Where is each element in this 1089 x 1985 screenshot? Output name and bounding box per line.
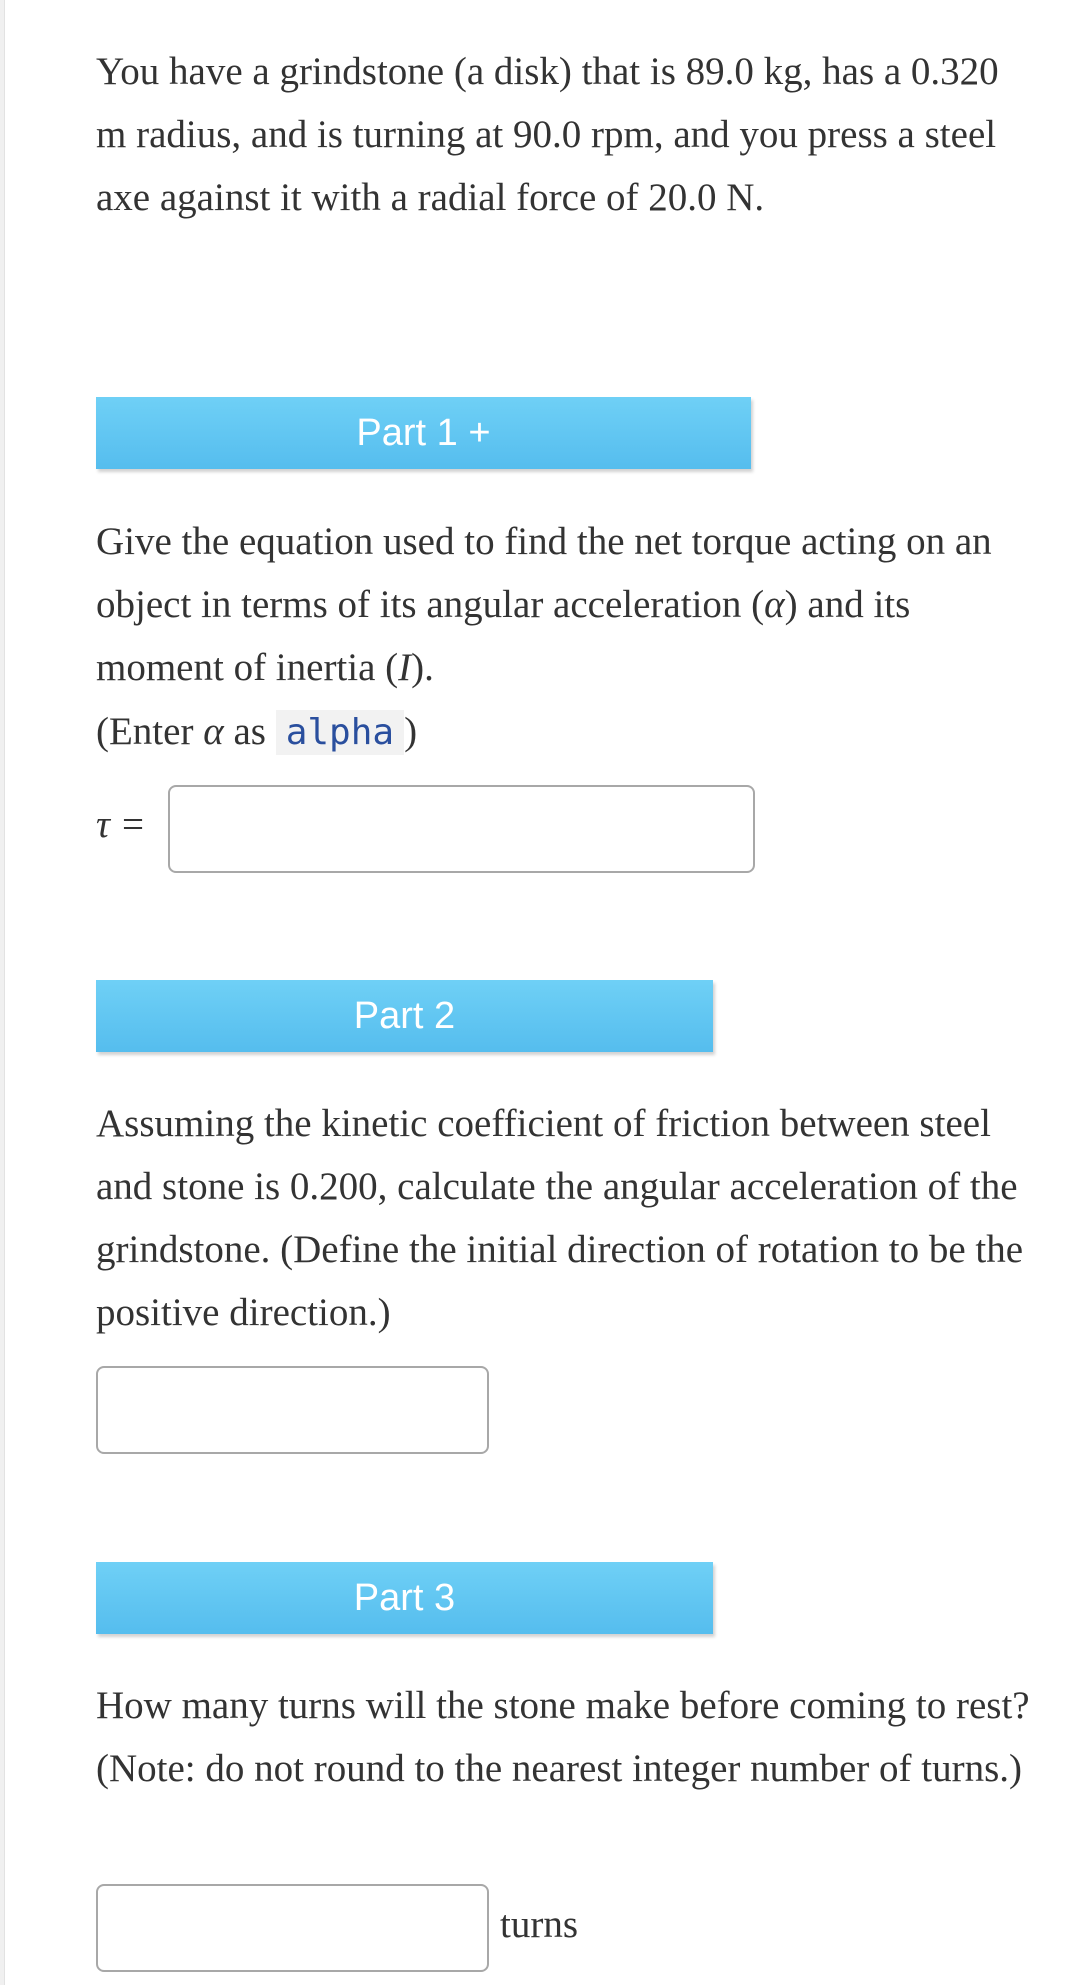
- part-1-header[interactable]: Part 1 +: [96, 397, 751, 469]
- torque-label: [96, 795, 144, 855]
- turns-unit-label: turns: [500, 1903, 578, 1946]
- alpha-symbol: α: [764, 583, 785, 626]
- angular-acceleration-input[interactable]: [96, 1366, 489, 1454]
- part-1-question-text-c: ).: [411, 646, 434, 689]
- part-2-header[interactable]: Part 2: [96, 980, 713, 1052]
- tau-symbol: τ: [96, 803, 110, 846]
- hint-prefix: (Enter: [96, 710, 204, 753]
- part-3-question: How many turns will the stone make before coming to rest? (Note: do not round to the nearest integer number of turns.): [96, 1684, 1030, 1790]
- hint-code-alpha: alpha: [276, 710, 404, 755]
- hint-alpha-symbol: α: [203, 710, 224, 753]
- inertia-symbol: I: [398, 646, 412, 689]
- equals-sign: =: [121, 803, 144, 846]
- part-1-question: [96, 510, 1031, 699]
- turns-input[interactable]: [96, 1884, 489, 1972]
- part-1-question-text-a: Give the equation used to find the net torque acting on an object in terms of its angular acceleration (: [96, 520, 992, 626]
- part-1-hint: [96, 700, 1031, 764]
- part-3-header[interactable]: Part 3: [96, 1562, 713, 1634]
- part-1-question-text-b: ) and its moment of inertia (: [96, 583, 911, 689]
- torque-equation-input[interactable]: [168, 785, 755, 873]
- problem-statement: You have a grindstone (a disk) that is 89.0 kg, has a 0.320 m radius, and is turning at 90.0 rpm, and you press a steel axe against it with a radial force of 20.0 N.: [96, 50, 999, 219]
- hint-as-word: as: [223, 710, 276, 753]
- page-left-border: [0, 0, 5, 1985]
- hint-suffix: ): [404, 710, 418, 753]
- part-2-question: Assuming the kinetic coefficient of friction between steel and stone is 0.200, calculate the angular acceleration of the grindstone. (Define the initial direction of rotation to be the positive direction.): [96, 1102, 1024, 1334]
